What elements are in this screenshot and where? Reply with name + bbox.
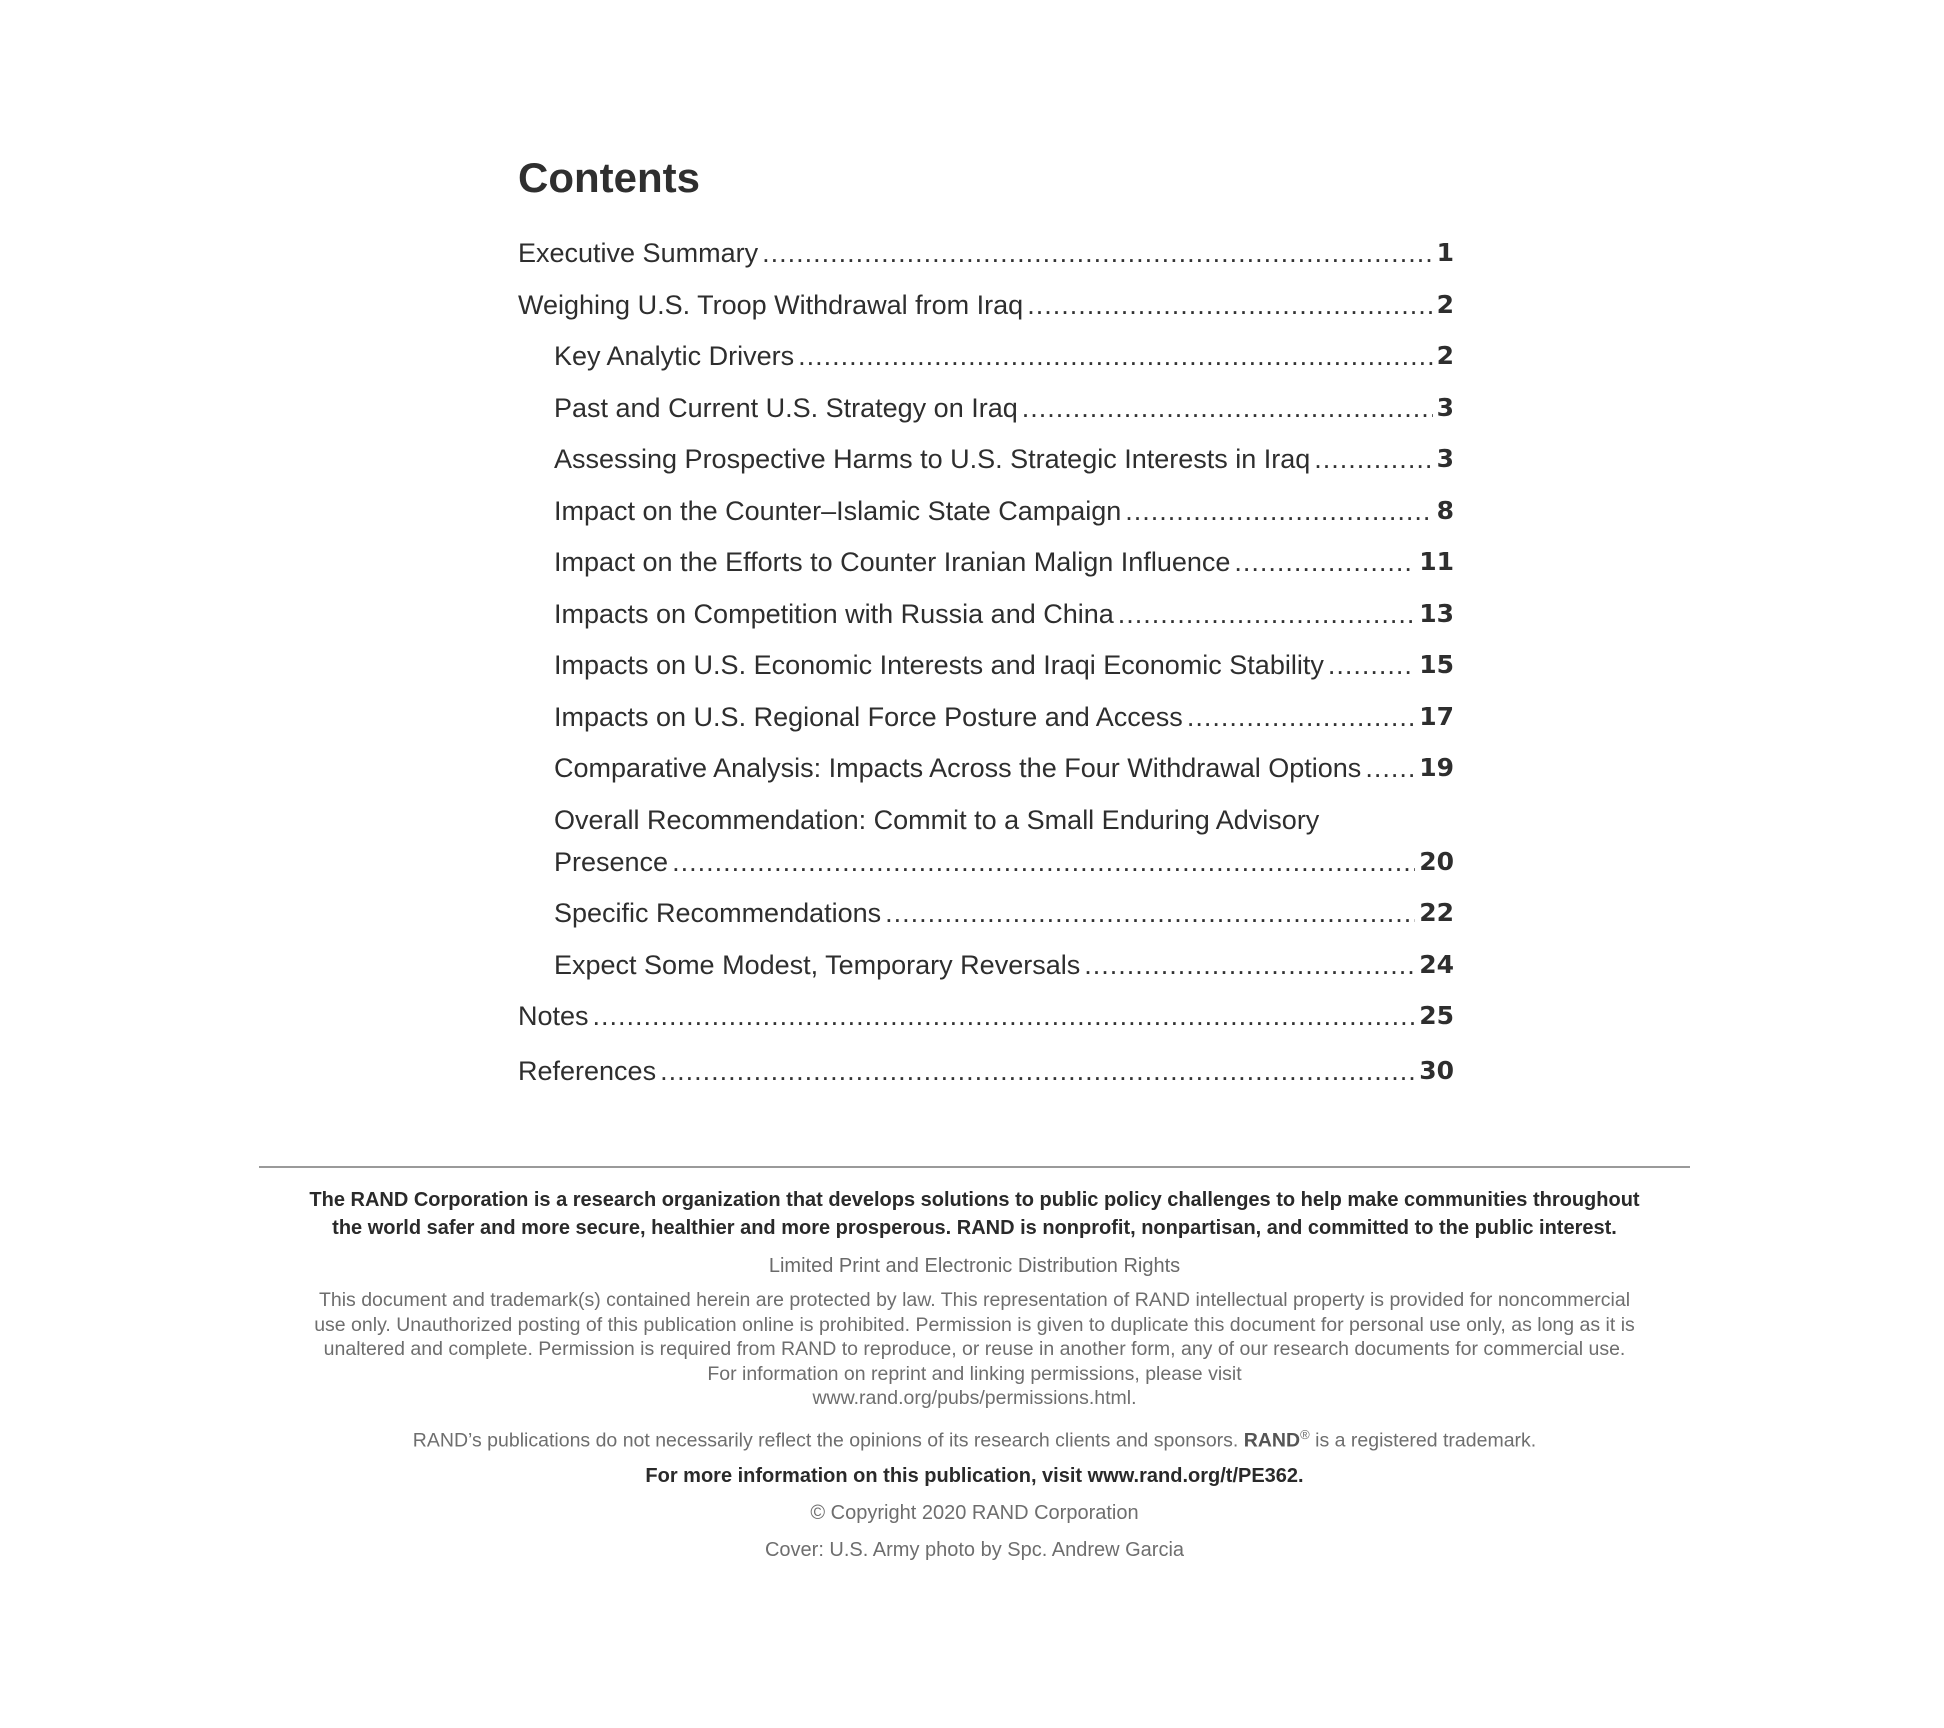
leader-dots — [1022, 387, 1433, 429]
leader-dots — [660, 1050, 1415, 1092]
more-info-link[interactable]: For more information on this publication, visit www.rand.org/t/PE362. — [645, 1465, 1304, 1487]
toc-entry-russia-china[interactable] — [518, 593, 1454, 635]
toc-entry-label-line1: Overall Recommendation: Commit to a Small Enduring Advisory — [554, 804, 1320, 835]
toc-entry-page: 2 — [1436, 341, 1454, 370]
colophon — [259, 1186, 1690, 1573]
toc-entry-page: 1 — [1436, 238, 1454, 267]
toc-entry-references[interactable] — [518, 1050, 1454, 1092]
toc-entry-temporary-reversals[interactable] — [518, 944, 1454, 986]
rand-wordmark: RAND — [1243, 1429, 1301, 1451]
toc-entry-specific-recommendations[interactable] — [518, 892, 1454, 934]
toc-entry-counter-isis[interactable] — [518, 490, 1454, 532]
toc-entry-page: 3 — [1436, 392, 1454, 422]
leader-dots — [1187, 696, 1415, 738]
toc-entry-economic-interests[interactable] — [518, 644, 1454, 686]
leader-dots — [1125, 490, 1432, 532]
toc-entry-page: 30 — [1419, 1056, 1454, 1085]
toc-entry-label: Impacts on U.S. Regional Force Posture and Access — [554, 701, 1183, 732]
leader-dots — [885, 892, 1415, 934]
mission-statement — [259, 1186, 1690, 1242]
toc-entry-label: Past and Current U.S. Strategy on Iraq — [554, 392, 1018, 423]
toc-entry-label: Impacts on Competition with Russia and China — [554, 598, 1114, 629]
mission-line: the world safer and more secure, healthier and more prosperous. RAND is nonprofit, nonpartisan, and committed to the public interest. — [332, 1217, 1617, 1239]
toc-entry-page: 25 — [1419, 1001, 1454, 1030]
toc-entry-label: Comparative Analysis: Impacts Across the Four Withdrawal Options — [554, 753, 1362, 783]
leader-dots — [1027, 284, 1432, 326]
toc-entry-page: 17 — [1419, 701, 1454, 731]
toc-entry-page: 3 — [1436, 444, 1454, 473]
leader-dots — [798, 335, 1433, 377]
rights-line: use only. Unauthorized posting of this publication online is prohibited. Permission is given to duplicate this document for personal use only, as long as it is — [314, 1313, 1635, 1336]
toc-entry-label: Impacts on U.S. Economic Interests and Iraqi Economic Stability — [554, 650, 1324, 680]
leader-dots — [1234, 541, 1415, 583]
toc-entry-iranian-influence[interactable] — [518, 541, 1454, 583]
leader-dots — [1314, 438, 1432, 480]
toc-entry-label: Weighing U.S. Troop Withdrawal from Iraq — [518, 289, 1024, 320]
toc-entry-label: Impact on the Efforts to Counter Iranian Malign Influence — [554, 547, 1231, 577]
rights-statement — [259, 1288, 1690, 1411]
toc-entry-force-posture[interactable] — [518, 696, 1454, 738]
toc-entry-weighing-withdrawal[interactable] — [518, 284, 1454, 326]
leader-dots — [593, 995, 1416, 1037]
toc-entry-label: Assessing Prospective Harms to U.S. Strategic Interests in Iraq — [554, 444, 1311, 474]
registered-mark: ® — [1300, 1426, 1310, 1442]
rights-line: This document and trademark(s) contained herein are protected by law. This representation of RAND intellectual property is provided for noncommercial — [318, 1289, 1631, 1311]
mission-line: The RAND Corporation is a research organization that develops solutions to public policy challenges to help make communities throughout — [309, 1189, 1640, 1211]
rights-line: unaltered and complete. Permission is required from RAND to reproduce, or reuse in another form, any of our research documents for commercial use. — [323, 1338, 1626, 1360]
toc-entry-line2 — [554, 841, 1454, 883]
disclaimer — [259, 1421, 1690, 1455]
leader-dots — [1328, 644, 1415, 686]
leader-dots — [1365, 747, 1415, 789]
rights-heading: Limited Print and Electronic Distribution Rights — [768, 1255, 1181, 1277]
toc-entry-label: Impact on the Counter–Islamic State Campaign — [554, 495, 1122, 526]
toc-entry-label-line2: Presence — [554, 846, 669, 877]
disclaimer-text-end: is a registered trademark. — [1315, 1429, 1537, 1451]
toc-entry-label: Expect Some Modest, Temporary Reversals — [554, 949, 1081, 980]
leader-dots — [1084, 944, 1415, 986]
toc-entry-label: Specific Recommendations — [554, 898, 882, 928]
leader-dots — [672, 841, 1415, 883]
toc-entry-overall-recommendation[interactable] — [518, 799, 1454, 883]
toc-entry-page: 13 — [1419, 598, 1454, 628]
toc-entry-past-current-strategy[interactable] — [518, 387, 1454, 429]
table-of-contents — [518, 150, 1454, 1102]
leader-dots — [1118, 593, 1415, 635]
contents-title: Contents — [518, 154, 700, 201]
permissions-link[interactable]: www.rand.org/pubs/permissions.html. — [812, 1387, 1137, 1409]
footer-divider — [259, 1166, 1690, 1168]
toc-entry-label: Notes — [518, 1001, 589, 1031]
toc-entry-label: Executive Summary — [518, 238, 759, 268]
toc-entry-label: References — [518, 1056, 657, 1086]
toc-entry-executive-summary[interactable] — [518, 232, 1454, 274]
toc-entry-page: 15 — [1419, 650, 1454, 679]
toc-entry-page: 2 — [1436, 289, 1454, 319]
copyright-notice: © Copyright 2020 RAND Corporation — [810, 1502, 1139, 1524]
toc-entry-notes[interactable] — [518, 995, 1454, 1037]
toc-entry-page: 8 — [1436, 495, 1454, 525]
toc-entry-key-analytic-drivers[interactable] — [518, 335, 1454, 377]
toc-entry-comparative-analysis[interactable] — [518, 747, 1454, 789]
toc-entry-page: 19 — [1419, 753, 1454, 782]
toc-entry-page: 22 — [1419, 898, 1454, 927]
cover-credit: Cover: U.S. Army photo by Spc. Andrew Garcia — [764, 1539, 1185, 1561]
toc-entry-assessing-harms[interactable] — [518, 438, 1454, 480]
toc-entry-label: Key Analytic Drivers — [554, 341, 795, 371]
toc-entry-page: 20 — [1419, 846, 1454, 876]
leader-dots — [762, 232, 1433, 274]
disclaimer-text: RAND’s publications do not necessarily reflect the opinions of its research clients and sponsors. — [412, 1429, 1239, 1451]
toc-entry-page: 11 — [1419, 547, 1454, 576]
rights-line: For information on reprint and linking permissions, please visit — [707, 1362, 1242, 1385]
toc-entry-page: 24 — [1419, 949, 1454, 979]
